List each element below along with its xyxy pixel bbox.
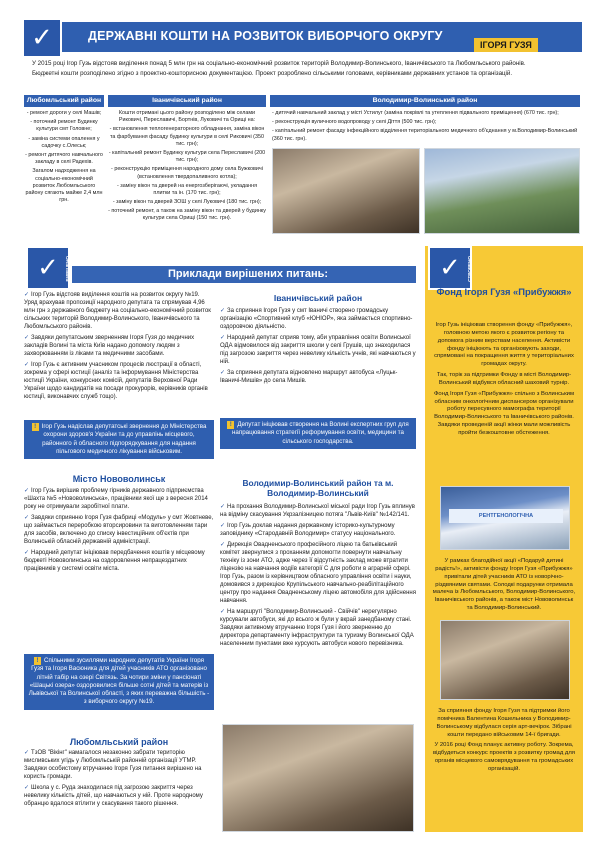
- list-item: [220, 335, 416, 367]
- experts-callout: [220, 418, 416, 449]
- callout-text: Депутат ініціював створення на Волині експертних груп для напрацювання стратегії реформування освіти, медицини та сільського господарства.: [232, 421, 409, 445]
- photo-building: [424, 148, 580, 234]
- banner-label: РЕНТГЕНОЛОГІЧНА: [449, 509, 563, 523]
- check-bullet-icon: ✓: [220, 334, 226, 341]
- list-item: Кошти отримані цього району розподілено між селами Риковичі, Переславичі, Бортнів, Луковичі та Орищі на:: [118, 110, 256, 124]
- list-item: - капітальний ремонт фасаду інфекційного відділення територіального медичного об'єднання у м.Володимир-Волинський (360 тис. грн).: [272, 128, 578, 142]
- column-header-ivanychivskyi: Іваничівський район: [108, 95, 266, 107]
- list-item-text: Ігор Гузь доклав надання державному історико-культурному заповіднику «Стародавній Володимир» статусу національного.: [220, 522, 396, 537]
- check-bullet-icon: ✓: [24, 549, 30, 556]
- list-item: [24, 292, 214, 332]
- check-bullet-icon: ✓: [24, 292, 30, 298]
- list-item: - заміна системи опалення у садочку с.Олеськ;: [28, 135, 100, 149]
- fund-paragraph: Ігор Гузь ініціював створення фонду «Прибужжя», головною метою якого є розвиток регіону та допомога різним верствам населення. Активісти фонду ініціюють та організовують заходи, спрямовані на покращення життя у територіальних громадах округу.: [434, 322, 574, 368]
- intro-paragraph: У 2015 році Ігор Гузь відстояв виділення понад 5 млн грн на соціально-економічний розвиток територій Володимир-Волинського, Іваничівського та Любомльського районів.: [32, 60, 526, 67]
- page-title: ДЕРЖАВНІ КОШТИ НА РОЗВИТОК ВИБОРЧОГО ОКРУГУ: [88, 29, 443, 43]
- camp-callout: [24, 654, 214, 710]
- check-bullet-icon: ✓: [220, 522, 226, 529]
- list-item: - ремонт дитячого навчального закладу в селі Радехів.: [25, 151, 103, 166]
- intro-paragraph: Бюджетні кошти розподілено згідно з проектно-кошторисною документацією. Проект розроблено сільськими головами, керівниками державних установ та організацій.: [32, 70, 513, 78]
- photo-meeting: [272, 148, 420, 234]
- column-header-lubomlskyi: Любомльський район: [24, 95, 104, 107]
- created-tag: СТВОРЕНО: [467, 256, 472, 282]
- section-title-ivanychi: Іваничівський район: [273, 293, 363, 303]
- resolved-badge: [26, 246, 70, 290]
- list-item-text: Народний депутат сприяв тому, аби управління освіти Волинської ОДА відмовилося від закриття школи у селі Грушів, що знаходилася під загрозою закриття через невелику кількість учнів, які навчаються у ній.: [220, 334, 416, 365]
- photo-children: [440, 620, 570, 700]
- list-item: Загалом надходження на соціально-економічний розвиток Любомльського району сягають майже 2,4 млн грн.: [25, 168, 103, 204]
- list-item: - капітальний ремонт Будинку культури села Переславичі (200 тис. грн);: [108, 149, 266, 164]
- list-item-text: ТзОВ "Вікінг" намагалося незаконно забрати територію мисливських угідь у Любомльській районній організації УТМР. Завдяки особистому втручанню Ігоря Гузя питання вирішено на користь громади.: [24, 750, 202, 780]
- list-item: - реконструкція вуличного водопроводу у селі Діття (500 тис. грн);: [272, 119, 437, 126]
- list-item-text: Завдяки депутатським зверненням Ігоря Гузя до медичних закладів Волині та міста Київ надано допомогу людям з захворюванням із ліками та медичними засобами.: [24, 334, 195, 357]
- checkmark-icon: ✓: [439, 253, 461, 283]
- list-item: [24, 362, 214, 402]
- list-item: [24, 488, 214, 512]
- list-item-text: За сприяння депутата відновлено маршрут автобуса «Луцьк-Іваничі-Мишів» до села Мишів.: [220, 369, 398, 384]
- photo-bus-event: [222, 724, 414, 832]
- info-icon: !: [34, 657, 41, 665]
- list-item-text: Народний депутат ініціював передбачення коштів у місцевому бюджеті Нововолинська на оздоровлення непрацездатних працівників у системі освіти міста.: [24, 549, 205, 572]
- list-item: [220, 308, 416, 332]
- check-bullet-icon: ✓: [24, 750, 30, 756]
- list-item-text: Ігор Гузь є активним учасником процесів люстрації в області, зокрема у сфері юстиції (аналіз та інформування Міністерства юстиції України, конкурсних комісій, депутатів Верховної Ради України щодо кандидатів на посади прокурорів, керівників органів юстиції, виконавчих служб тощо).: [24, 361, 208, 400]
- check-bullet-icon: ✓: [24, 361, 30, 368]
- fund-paragraph: За сприяння фонду Ігоря Гузя та підтримки його помічника Валентина Кошельника у Володимир-Волинському відбулася серія арт-вечірок. Зібрані кошти передано військовим 14-ї бригади.: [436, 708, 572, 738]
- photo-mammograph: [440, 486, 570, 550]
- list-item: [24, 515, 214, 547]
- list-item-text: Ігор Гузь вирішив проблему гірників державного підприємства «Шахта №5 «Нововолинська», працівники якої ще з вересня 2014 року не отримували заробітної плати.: [24, 488, 208, 510]
- lubomlskyi-examples: [24, 750, 214, 812]
- volodymyr-examples: [220, 504, 416, 651]
- fund-paragraph: Так, торік за підтримки Фонду в місті Володимир-Волинський відбувся обласний шаховий турнір.: [436, 372, 572, 386]
- checkmark-icon: ✓: [31, 23, 53, 53]
- list-item: - поточний ремонт, а також на заміну вікон та дверей у будинку культури села Орищі (150 тис. грн).: [108, 208, 266, 222]
- novovolynsk-list: [24, 488, 214, 577]
- list-item: [24, 750, 214, 782]
- section-title-lubomlskyi: Любомльський район: [69, 737, 169, 747]
- fund-paragraph: У рамках благодійної акції «Подаруй дитині радість!», активісти фонду Ігоря Гузя «Прибужжя» привітали дітей учасників АТО із новорічно-різдвяними святами. Солодкі подарунки отримала малеча із Любомльського, Володимир-Волинського, Іваничівського районів, а також міст Нововолинськ та Володимир-Волинський.: [432, 558, 576, 612]
- list-item: - дитячий навчальний заклад у місті Устилуг (заміна покрівлі та утеплення підвального приміщення) (670 тис. грн);: [272, 110, 559, 116]
- list-item: - реконструкцію приміщення народного дому села Бужковичі (встановлення твердопаливного котла);: [111, 166, 263, 180]
- list-item-text: На прохання Володимир-Волинської міської ради Ігор Гузь вплинув на відміну скасування Укрзалізницею потяга "Львів-Київ" №142/141.: [220, 504, 415, 518]
- fund-paragraph: У 2016 році Фонд планує активну роботу. Зокрема, відбудеться конкурс проектів з розвитку громад для органів місцевого самоврядування та громадських організацій.: [433, 742, 575, 772]
- ivanychi-list: [220, 308, 416, 389]
- lubomlskyi-list: [24, 110, 104, 206]
- list-item: - поточний ремонт Будинку культури смт Головне;: [30, 119, 98, 133]
- column-header-volodymyr: Володимир-Волинський район: [270, 95, 580, 107]
- list-item-text: Завдяки сприянню Ігоря Гузя фабриці «Модуль» у смт Жовтневе, що займається переробкою вторсировини та виготовленням тари для засобів, включено до списку інвестиційних об'єктів при Волинській обласній державній адміністрації.: [24, 514, 214, 545]
- checkmark-logo: [22, 18, 62, 58]
- examples-title: Приклади вирішених питань:: [168, 268, 329, 280]
- info-icon: !: [32, 423, 39, 431]
- list-item: - заміну вікон та дверей ЗОШ у селі Луковичі (180 тис. грн);: [112, 199, 262, 206]
- check-bullet-icon: ✓: [24, 514, 30, 521]
- ivanychivskyi-list: [108, 110, 266, 225]
- list-item: [220, 542, 416, 606]
- list-item-text: Ігор Гузь відстояв виділення коштів на розвиток округу №19. Уряд врахував пропозиції народного депутата та спрямував 4,96 млн грн з державного бюджету на соціально-економічний розвиток сільських територій Володимир-Волинського, Іваничівського та Любомльського районів.: [24, 292, 211, 330]
- list-item-text: За сприяння Ігоря Гузя у смт Іваничі створено громадську організацію «Спортивний клуб «ЮНІОР», яка займається спортивно-оздоровчою діяльністю.: [220, 308, 413, 330]
- list-item: [24, 335, 214, 359]
- check-bullet-icon: ✓: [220, 541, 226, 548]
- examples-left: [24, 292, 214, 405]
- list-item-text: Дирекція Овадненського професійного ліцею та батьківський комітет звернулися з проханням допомогти повернути навчальну техніку із зони АТО, адже через її відсутність заклад може втратити ліцензію на навчання водіїв категорії С для роботи в аграрній сфері. Ігор Гузь, разом із керівництвом обласного управління освіти і науки, домовився з дирекцією Крупільського навчально-реабілітаційного центру про надання Овадненському ліцею автомобіля для здійснення навчання.: [220, 541, 416, 604]
- checkmark-icon: ✓: [37, 253, 59, 283]
- check-bullet-icon: ✓: [220, 504, 226, 510]
- info-icon: !: [227, 421, 234, 429]
- list-item: [24, 550, 214, 574]
- list-item: - заміну вікон та дверей на енергозберігаючі, укладання плитки та ін. (170 тис. грн);: [116, 182, 258, 196]
- list-item: [220, 609, 416, 649]
- list-item: [24, 785, 214, 809]
- created-badge: [428, 246, 472, 290]
- check-bullet-icon: ✓: [220, 608, 226, 615]
- fund-title: Фонд Ігоря Гузя «Прибужжя»: [436, 286, 572, 297]
- check-bullet-icon: ✓: [24, 488, 30, 494]
- fund-intro: [432, 322, 576, 441]
- fund-closing: [432, 708, 576, 777]
- fund-gifts: [432, 558, 576, 616]
- list-item: [220, 370, 416, 386]
- callout-text: Спільними зусиллями народних депутатів України Ігоря Гузя та Ігоря Васюника для дітей учасників АТО організовано літній табір на озері Світязь. За чотири зміни у пансіонаті «Шацькі озера» оздоровилися більше сотні дітей та матерів із Львівської та Волинської області, з яких переважна більшість - з виборчого округу №19.: [28, 657, 210, 706]
- list-item: [220, 504, 416, 520]
- check-bullet-icon: ✓: [24, 784, 30, 791]
- callout-text: Ігор Гузь надіслав депутатські звернення до Міністерства охорони здоров'я України та до управлінь місцевого, районного й обласного підпорядкування для надання пільгового медичного лікування військовим.: [41, 423, 207, 455]
- section-title-novovolynsk: Місто Нововолинськ: [72, 474, 166, 484]
- check-bullet-icon: ✓: [220, 369, 226, 376]
- volodymyr-list: [272, 110, 578, 145]
- fund-paragraph: Фонд Ігоря Гузя «Прибужжя» спільно з Волинським обласним онкологічним диспансером організували роботу пересувного мамографа території Володимир-Волинського та Іваничівського районів. Завдяки проведеній акції жінки мали можливість пройти безкоштовне обстеження.: [433, 390, 575, 436]
- list-item: [220, 523, 416, 539]
- check-bullet-icon: ✓: [220, 308, 226, 314]
- section-title-volodymyr: Володимир-Волинський район та м. Володимир-Волинський: [242, 478, 394, 498]
- medical-callout: [24, 420, 214, 459]
- list-item: - встановлення теплогенераторного обладнання, заміна вікон та фарбування фасаду будинку культури в селі Риковичі (350 тис. грн);: [109, 126, 265, 147]
- list-item: - ремонт дороги у селі Машів;: [26, 110, 102, 116]
- author-badge: ІГОРЯ ГУЗЯ: [474, 38, 538, 52]
- intro-text: [24, 60, 580, 81]
- list-item-text: На маршруті "Володимир-Волинський - Свійчів" нерегулярно курсували автобуси, які до всього ж були у вкрай занедбаному стані. Завдяки активному втручанню Ігоря Гузя і його зверненню до директора департаменту інфраструктури та туризму Волинської ОДА населенним пунктами вже курсують автобуси нового перевізника.: [220, 608, 414, 647]
- check-bullet-icon: ✓: [24, 334, 30, 341]
- resolved-tag: ВИРІШЕНО: [65, 256, 70, 282]
- list-item-text: Школа у с. Руда знаходилася під загрозою закриття через невелику кількість дітей, що навчаються у ній. Проте народному обранцю вдалося втілити у скасування такого рішення.: [24, 784, 203, 807]
